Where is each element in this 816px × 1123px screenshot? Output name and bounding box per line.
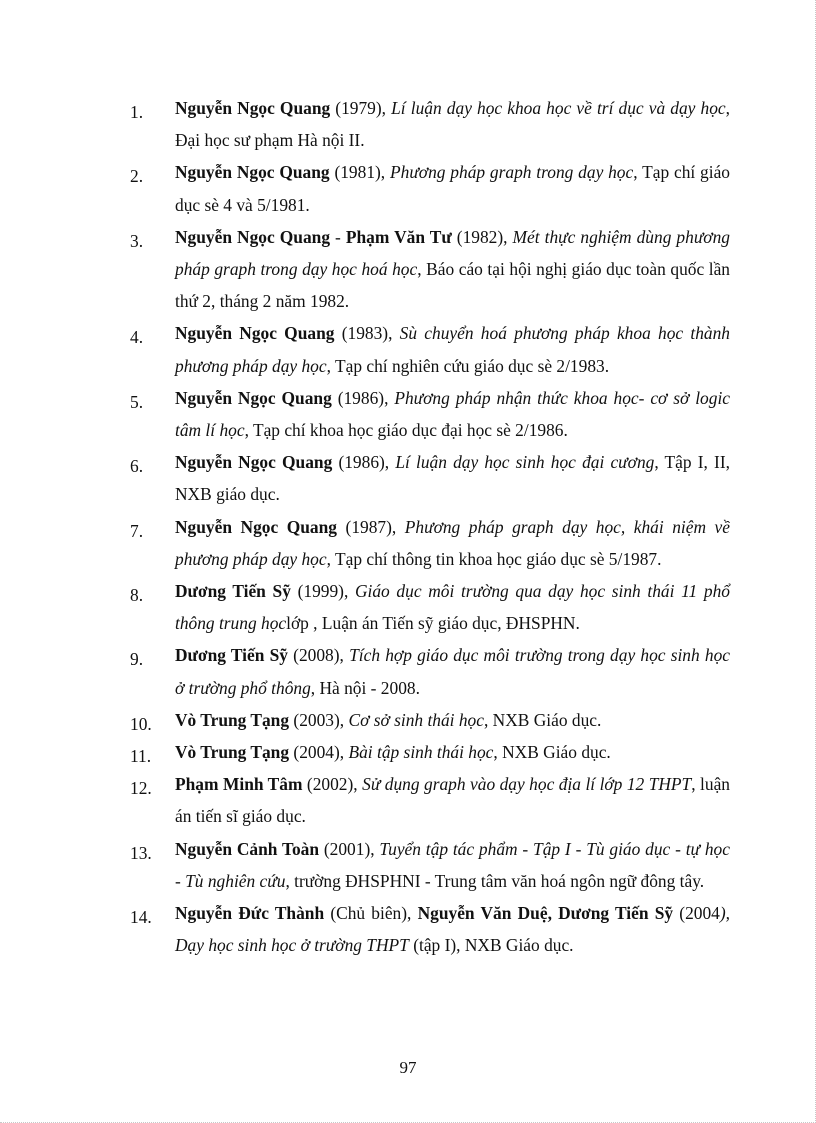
reference-item <box>130 768 730 832</box>
reference-detail: , Hà nội - 2008. <box>310 677 420 698</box>
reference-text <box>175 317 730 381</box>
reference-number: 1. <box>130 102 144 122</box>
reference-number: 9. <box>130 649 144 670</box>
reference-detail: - <box>330 226 346 247</box>
reference-text <box>175 639 730 703</box>
reference-number: 14. <box>130 907 152 928</box>
reference-detail: , Tạp chí khoa học giáo dục đại học sè 2/1986. <box>244 420 568 441</box>
reference-author: Nguyễn Ngọc Quang <box>175 387 332 408</box>
reference-title: Phương pháp graph dạy học, khái niệm về phương pháp dạy học <box>175 516 730 569</box>
reference-detail: (1979), <box>330 98 392 118</box>
reference-text <box>175 897 730 961</box>
page-number: 97 <box>399 1058 417 1077</box>
reference-author: Nguyễn Ngọc Quang <box>175 452 333 473</box>
reference-number: 5. <box>130 391 144 412</box>
reference-item <box>130 221 730 318</box>
reference-detail: (1987), <box>337 516 405 537</box>
reference-list <box>130 92 730 961</box>
reference-item <box>130 639 730 703</box>
reference-title: Phương pháp graph trong dạy học <box>390 162 634 183</box>
reference-title: Sù chuyển hoá phương pháp khoa học thành phương pháp dạy học <box>175 323 730 376</box>
reference-title: Bài tập sinh thái học <box>348 742 494 763</box>
reference-detail: (1999), <box>290 581 355 602</box>
reference-number: 7. <box>130 520 144 541</box>
reference-number: 2. <box>130 166 144 187</box>
reference-detail: (2002), <box>302 774 363 795</box>
reference-detail: , trường ĐHSPHNI - Trung tâm văn hoá ngôn ngữ đông tây. <box>285 870 705 891</box>
reference-title: Giáo dục môi trường qua dạy học sinh thái 11 phổ thông trung học <box>175 581 730 634</box>
reference-number: 6. <box>130 456 144 477</box>
reference-detail: , Tạp chí nghiên cứu giáo dục sè 2/1983. <box>326 355 610 376</box>
reference-author: Vò Trung Tạng <box>175 742 290 763</box>
reference-item <box>130 511 730 575</box>
reference-text <box>175 382 730 446</box>
reference-detail: (tập I), NXB Giáo dục. <box>408 935 574 956</box>
reference-title: Sử dụng graph vào dạy học địa lí lớp 12 THPT <box>362 774 692 795</box>
reference-item <box>130 575 730 639</box>
reference-author: Nguyễn Ngọc Quang <box>175 162 330 183</box>
reference-item <box>130 382 730 446</box>
reference-text <box>175 92 730 156</box>
reference-text <box>175 156 730 220</box>
reference-number: 13. <box>130 842 152 863</box>
reference-item <box>130 833 730 897</box>
reference-author: Nguyễn Ngọc Quang <box>175 323 335 344</box>
reference-author: Nguyễn Đức Thành <box>175 903 325 924</box>
reference-detail: (1986), <box>331 387 395 408</box>
reference-text <box>175 575 730 639</box>
reference-title: Mét thực nghiệm dùng phương pháp graph trong dạy học hoá học <box>175 226 730 280</box>
reference-text <box>175 446 730 510</box>
reference-detail: (1983), <box>334 323 400 344</box>
reference-title: Phương pháp nhận thức khoa học- cơ sở logic tâm lí học <box>175 387 730 441</box>
reference-title: Tích hợp giáo dục môi trường trong dạy học sinh học ở trường phổ thông <box>175 645 730 698</box>
reference-item <box>130 897 730 961</box>
reference-number: 11. <box>130 746 152 767</box>
reference-detail: (1981), <box>329 162 390 183</box>
reference-number: 8. <box>130 585 144 606</box>
reference-title: Lí luận dạy học khoa học về trí dục và dạy học <box>391 98 726 118</box>
reference-detail: , luận án tiến sĩ giáo dục. <box>175 774 730 827</box>
reference-detail: , NXB Giáo dục. <box>483 709 602 730</box>
reference-author: Nguyễn Ngọc Quang <box>175 98 331 118</box>
reference-number: 3. <box>130 230 144 251</box>
reference-detail: (1982), <box>451 226 513 247</box>
reference-title: Lí luận dạy học sinh học đại cương <box>395 452 655 473</box>
reference-text <box>175 768 730 832</box>
reference-text <box>175 833 730 897</box>
reference-text <box>175 221 730 318</box>
reference-author: Nguyễn Văn Duệ, Dương Tiến Sỹ <box>417 903 674 924</box>
reference-title: Tuyển tập tác phẩm - Tập I - Tù giáo dục - tự học - Tù nghiên cứu <box>175 838 730 891</box>
reference-detail: (1986), <box>332 452 396 473</box>
reference-author: Nguyễn Cảnh Toàn <box>175 838 320 859</box>
reference-item <box>130 736 730 768</box>
reference-text <box>175 736 730 768</box>
reference-detail: (2004 <box>673 903 720 924</box>
reference-detail: (2008), <box>287 645 350 666</box>
reference-detail: (2003), <box>289 709 349 730</box>
reference-item <box>130 92 730 156</box>
reference-item <box>130 317 730 381</box>
reference-author: Dương Tiến Sỹ <box>175 581 291 602</box>
reference-author: Phạm Văn Tư <box>345 226 452 247</box>
reference-author: Nguyễn Ngọc Quang <box>175 226 331 247</box>
reference-detail: , Tập I, II, NXB giáo dục. <box>175 452 730 505</box>
reference-item <box>130 704 730 736</box>
reference-detail: (Chủ biên), <box>324 903 418 924</box>
reference-author: Nguyễn Ngọc Quang <box>175 516 337 537</box>
reference-item <box>130 446 730 510</box>
reference-text <box>175 704 730 736</box>
reference-text <box>175 511 730 575</box>
reference-detail: , Tạp chí thông tin khoa học giáo dục sè 5/1987. <box>326 548 662 569</box>
reference-detail: , NXB Giáo dục. <box>493 742 611 763</box>
reference-title: Cơ sở sinh thái học <box>348 709 484 730</box>
reference-number: 10. <box>130 713 152 734</box>
reference-author: Vò Trung Tạng <box>175 709 290 730</box>
reference-number: 4. <box>130 327 144 348</box>
reference-item <box>130 156 730 220</box>
reference-detail: , Đại học sư phạm Hà nội II. <box>175 98 730 151</box>
reference-author: Dương Tiến Sỹ <box>175 645 288 666</box>
reference-detail: lớp , Luận án Tiến sỹ giáo dục, ĐHSPHN. <box>286 613 580 634</box>
reference-title: ), Dạy học sinh học ở trường THPT <box>175 903 730 956</box>
reference-author: Phạm Minh Tâm <box>175 774 303 795</box>
reference-number: 12. <box>130 778 152 799</box>
reference-detail: (2004), <box>289 742 349 763</box>
reference-detail: , Báo cáo tại hội nghị giáo dục toàn quốc lần thứ 2, tháng 2 năm 1982. <box>175 259 730 312</box>
reference-detail: , Tạp chí giáo dục sè 4 và 5/1981. <box>175 162 730 215</box>
reference-detail: (2001), <box>319 838 380 859</box>
